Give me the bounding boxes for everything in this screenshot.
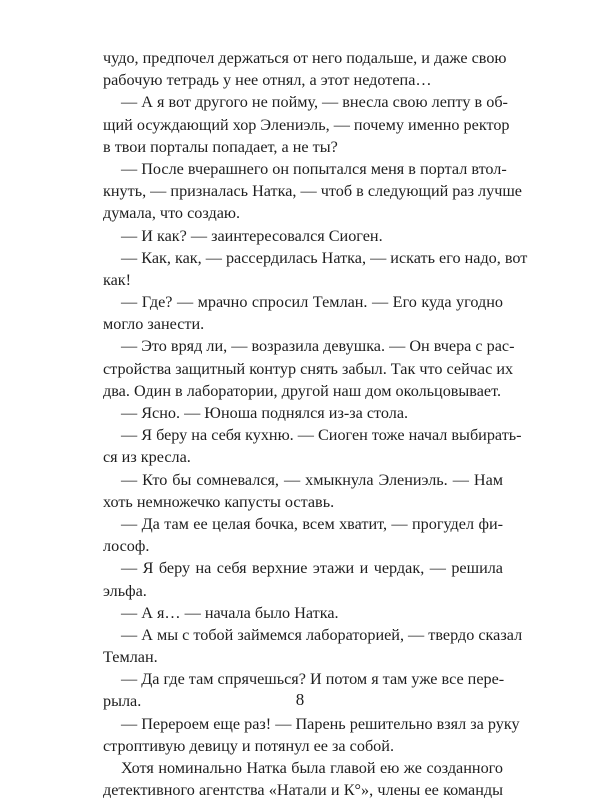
text-line: кнуть, — призналась Натка, — чтоб в следующий раз лучше xyxy=(103,182,522,201)
text-line: — Ясно. — Юноша поднялся из-за стола. xyxy=(121,404,409,422)
text-line: рыла. xyxy=(103,692,142,711)
text-line: в твои порталы попадает, а не ты? xyxy=(103,137,338,156)
text-line: рабочую тетрадь у нее отнял, а этот недотепа… xyxy=(103,71,432,90)
text-line: — Кто бы сомневался, — хмыкнула Элениэль. — Нам xyxy=(121,470,503,489)
text-line: — Это вряд ли, — возразила девушка. — Он вчера с рас- xyxy=(121,337,515,356)
text-line: ся из кресла. xyxy=(103,448,191,467)
text-line: строптивую девицу и потянул ее за собой. xyxy=(103,736,394,755)
text-line: — А я вот другого не пойму, — внесла свою лепту в об- xyxy=(121,93,508,112)
text-line: — Да там ее целая бочка, всем хватит, — прогудел фи- xyxy=(121,514,503,533)
text-line: эльфа. xyxy=(103,581,147,600)
text-line: Хотя номинально Натка была главой ею же созданного xyxy=(121,759,503,777)
text-line: — Где? — мрачно спросил Темлан. — Его куда угодно xyxy=(121,293,503,312)
text-line: стройства защитный контур снять забыл. Так что сейчас их xyxy=(103,359,514,378)
text-line: — А мы с тобой займемся лабораторией, — твердо сказал xyxy=(121,625,523,644)
text-line: — И как? — заинтересовался Сиоген. xyxy=(121,226,383,245)
text-line: думала, что создаю. xyxy=(103,204,241,223)
text-line: хоть немножечко капусты оставь. xyxy=(103,492,335,511)
text-line: два. Один в лаборатории, другой наш дом окольцовывает. xyxy=(103,381,502,400)
text-line: — Я беру на себя кухню. — Сиоген тоже начал выбирать- xyxy=(121,426,522,445)
text-line: — Да где там спрячешься? И потом я там уже все пере- xyxy=(121,670,505,689)
text-line: щий осуждающий хор Элениэль, — почему именно ректор xyxy=(103,115,510,134)
text-line: как! xyxy=(103,270,132,289)
text-line: детективного агентства «Натали и К°», члены ее команды xyxy=(103,781,503,800)
body-text xyxy=(103,47,528,801)
text-line: — После вчерашнего он попытался меня в портал втол- xyxy=(121,159,507,178)
text-line: чудо, предпочел держаться от него подальше, и даже свою xyxy=(103,49,507,67)
text-line: — Перероем еще раз! — Парень решительно взял за руку xyxy=(121,714,520,733)
text-line: могло занести. xyxy=(103,315,205,334)
text-line: лософ. xyxy=(103,537,150,556)
text-line: — Как, как, — рассердилась Натка, — искать его надо, вот xyxy=(121,248,528,267)
text-line: — А я… — начала было Натка. xyxy=(121,603,339,622)
text-line: Темлан. xyxy=(103,648,158,667)
text-line: — Я беру на себя верхние этажи и чердак, — решила xyxy=(121,559,503,578)
page-number: 8 xyxy=(295,690,305,709)
